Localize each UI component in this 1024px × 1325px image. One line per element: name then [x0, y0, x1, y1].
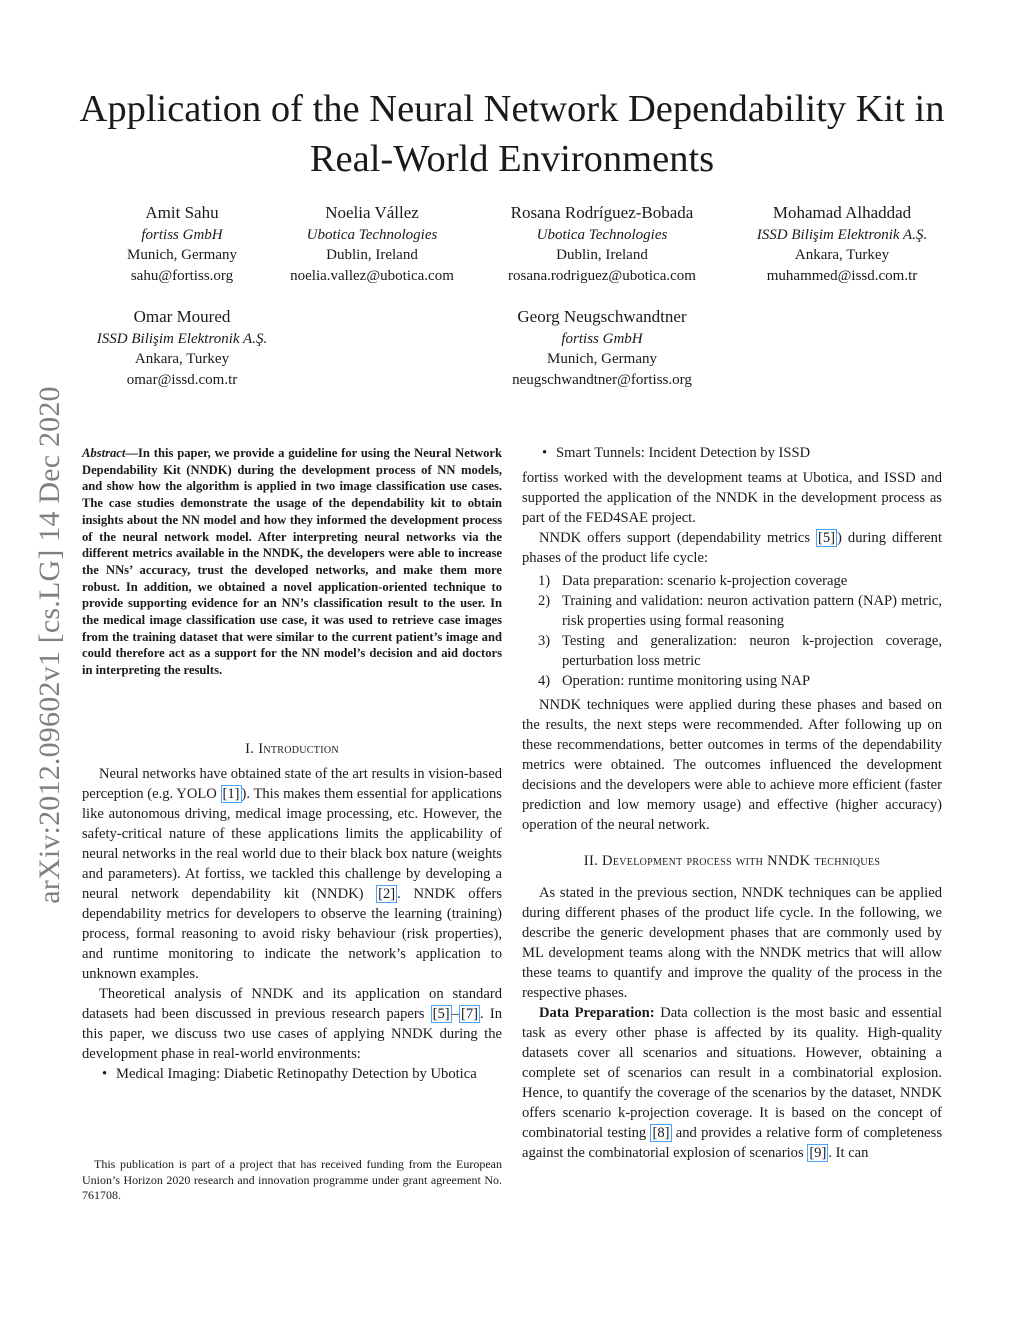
abstract-text: —In this paper, we provide a guideline for using the Neural Network Dependability Kit (NNDK) during the development process of NN models, and show how the algorithm is applied in two image classification use cases. The case studies demonstrate the usage of the dependability kit to obtain insights about the NN model and how they informed the development process of the neural network model. After interpreting neural networks via the different metrics available in the NNDK, the developers were able to increase the NNs’ accuracy, trust the developed networks, and make them more robust. In addition, we obtained a novel application-oriented technique to provide supporting evidence for an NN’s classification result to the user. In the medical image classification use case, it was used to retrieve case images from the training dataset that were similar to the current patient’s image and could therefore act as a support for the NN model’s decision and aid doctors in interpreting the results. [82, 446, 502, 678]
list-item: 1) Data preparation: scenario k-projection coverage [538, 573, 848, 589]
list-item: 2) Training and validation: neuron activation pattern (NAP) metric, risk properties using formal reasoning [538, 593, 942, 629]
paragraph-lead: Data Preparation: [539, 1005, 655, 1021]
paragraph: fortiss worked with the development teams at Ubotica, and ISSD and supported the application of the NNDK in the development process as part of the FED4SAE project. [522, 470, 942, 526]
author-name: Rosana Rodríguez-Bobada [510, 203, 694, 222]
author-block-vallez [272, 203, 472, 286]
author-affiliation: ISSD Bilişim Elektronik A.Ş. [96, 330, 268, 347]
paragraph: NNDK offers support (dependability metrics [5] ) during different phases of the product life cycle: [522, 530, 943, 566]
author-location: Munich, Germany [547, 351, 657, 367]
author-email[interactable]: sahu@fortiss.org [130, 267, 234, 284]
arxiv-identifier: arXiv:2012.09602v1 [cs.LG] 14 Dec 2020 [33, 386, 66, 904]
author-location: Ankara, Turkey [794, 247, 890, 263]
author-block-alhaddad [732, 203, 952, 286]
paragraph: NNDK techniques were applied during these phases and based on the results, the next steps were recommended. After following up on these recommendations, better outcomes in terms of the dependability metrics were obtained. The outcomes influenced the development decisions and the developers were able to achieve more efficient (faster prediction and low memory usage) and effective (higher accuracy) operation of the neural network. [522, 697, 942, 833]
list-item: 3) Testing and generalization: neuron k-projection coverage, perturbation loss metric [538, 633, 942, 669]
intro-paragraph-2: Theoretical analysis of NNDK and its application on standard datasets had been discussed in previous research papers [5] – [7] . In this paper, we discuss two use cases of applying NNDK during the development phase in real-world environments: [82, 986, 502, 1062]
citation-link[interactable]: [9] [809, 1145, 827, 1161]
funding-footnote: This publication is part of a project that has received funding from the European Union’s Horizon 2020 research and innovation programme under grant agreement No. 761708. [82, 1157, 502, 1202]
citation-link[interactable]: [1] [222, 786, 240, 802]
right-column [522, 443, 942, 1163]
paragraph: As stated in the previous section, NNDK techniques can be applied during different phases of the product life cycle. In the following, we describe the generic development phases that are commonly used by ML development teams along with the NNDK metrics that will allow these teams to quantify and improve the quality of the process in the respective phases. [522, 885, 942, 1001]
author-location: Dublin, Ireland [556, 247, 648, 263]
citation-link[interactable]: [7] [460, 1006, 478, 1022]
author-location: Ankara, Turkey [134, 351, 230, 367]
author-location: Munich, Germany [127, 247, 237, 263]
use-case-list [82, 1064, 502, 1084]
author-email[interactable]: muhammed@issd.com.tr [766, 267, 918, 284]
author-email[interactable]: rosana.rodriguez@ubotica.com [508, 267, 696, 284]
author-block-rodriguez [492, 203, 712, 286]
section-title: Introduction [258, 741, 339, 757]
author-name: Amit Sahu [145, 203, 219, 222]
citation-link[interactable]: [2] [378, 886, 396, 902]
abstract [82, 445, 502, 679]
author-block-neugschwandtner [492, 307, 712, 390]
author-affiliation: fortiss GmbH [561, 330, 643, 347]
use-case-list-continued [522, 443, 942, 463]
author-email[interactable]: neugschwandtner@fortiss.org [512, 371, 692, 388]
author-email[interactable]: omar@issd.com.tr [126, 371, 238, 388]
author-affiliation: Ubotica Technologies [536, 226, 668, 243]
list-item: 4) Operation: runtime monitoring using NAP [538, 673, 811, 689]
list-item: • Smart Tunnels: Incident Detection by ISSD [522, 443, 942, 463]
abstract-label: Abstract [82, 446, 126, 460]
list-item: • Medical Imaging: Diabetic Retinopathy Detection by Ubotica [82, 1064, 502, 1084]
left-column [82, 739, 502, 1084]
phase-list [522, 571, 942, 691]
author-name: Omar Moured [133, 307, 231, 326]
author-block-sahu [92, 203, 272, 286]
author-affiliation: ISSD Bilişim Elektronik A.Ş. [756, 226, 928, 243]
author-block-moured [72, 307, 292, 390]
author-affiliation: Ubotica Technologies [306, 226, 438, 243]
author-affiliation: fortiss GmbH [141, 226, 223, 243]
intro-paragraph-1: Neural networks have obtained state of the art results in vision-based perception (e.g. YOLO [1] ). This makes them essential for applications like autonomous driving, medical image processing, etc. However, the safety-critical nature of these applications limits the applicability of neural networks in the real world due to their black box nature (weights and parameters). At fortiss, we tackled this challenge by developing a neural network dependability kit (NNDK) [2] . NNDK offers dependability metrics for developers to observe the learning (training) process, formal reasoning to avoid risky behaviour (risk properties), and runtime monitoring to indicate the network’s application to unknown examples. [82, 766, 502, 982]
section-title: Development process with NNDK techniques [602, 853, 881, 869]
author-name: Georg Neugschwandtner [517, 307, 687, 326]
section-heading-development [522, 851, 942, 871]
author-location: Dublin, Ireland [326, 247, 418, 263]
citation-link[interactable]: [8] [652, 1125, 670, 1141]
section-number: II. [583, 853, 599, 869]
citation-link[interactable]: [5] [818, 530, 836, 546]
section-heading-introduction [82, 739, 502, 759]
author-email[interactable]: noelia.vallez@ubotica.com [290, 267, 454, 284]
paragraph: Data Preparation: Data collection is the most basic and essential task as every other phase is affected by its quality. High-quality datasets cover all scenarios and situations. However, obtaining a complete set of scenarios can result in a combinatorial explosion. Hence, to quantify the coverage of the scenarios by the dataset, NNDK offers scenario k-projection coverage. It is based on the concept of combinatorial testing [8] and provides a relative form of completeness against the combinatorial explosion of scenarios [9] . It can [522, 1005, 943, 1161]
author-name: Noelia Vállez [325, 203, 419, 222]
citation-link[interactable]: [5] [432, 1006, 450, 1022]
author-name: Mohamad Alhaddad [772, 203, 912, 222]
paper-title: Application of the Neural Network Dependability Kit in Real-World Environments [79, 88, 945, 180]
section-number: I. [245, 741, 255, 757]
